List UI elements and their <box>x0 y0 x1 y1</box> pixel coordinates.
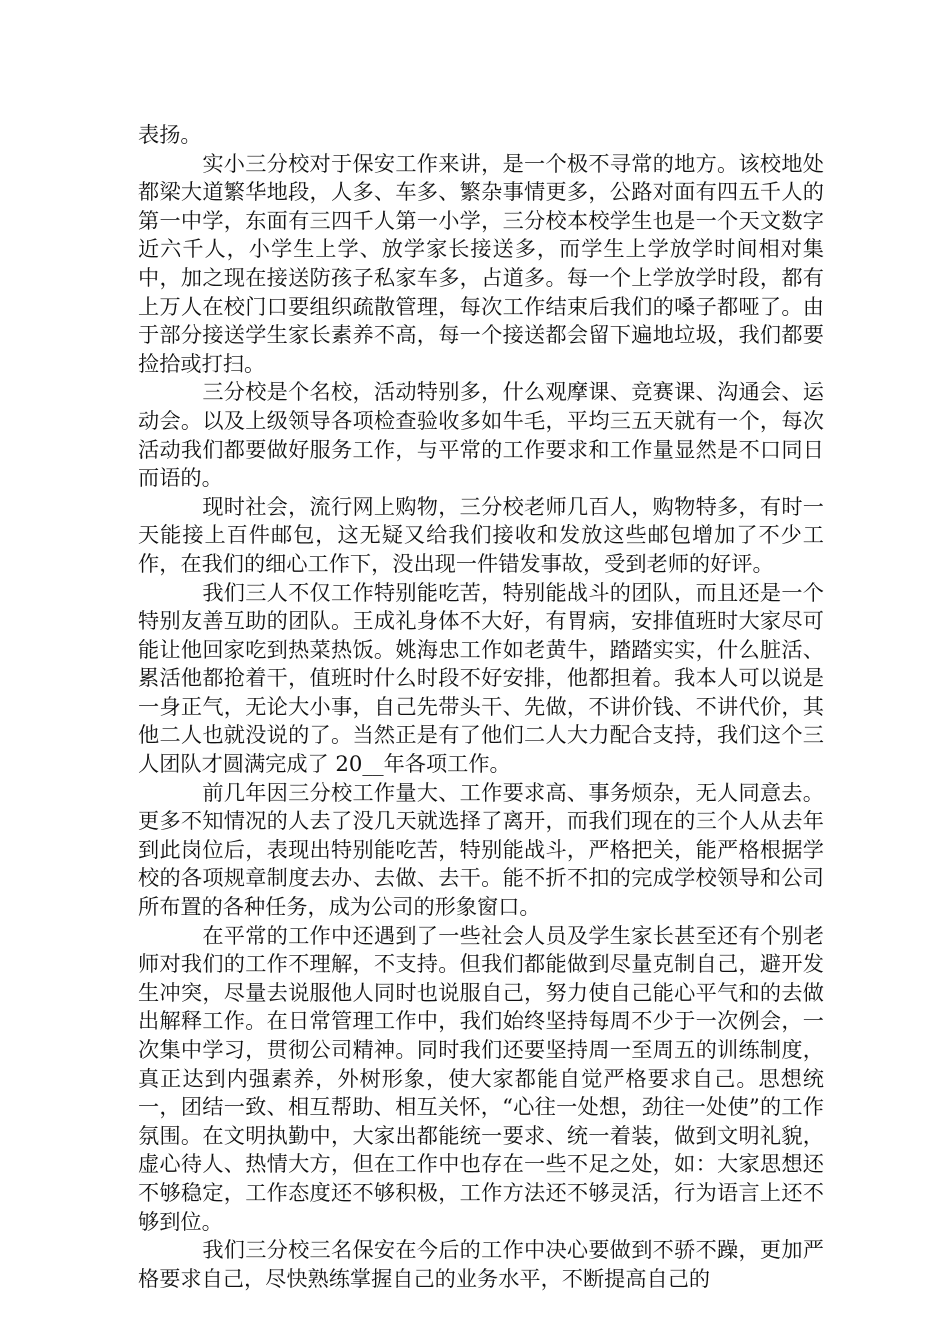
paragraph-7: 在平常的工作中还遇到了一些社会人员及学生家长甚至还有个别老师对我们的工作不理解，不支持。但我们都能做到尽量克制自己，避开发生冲突，尽量去说服他人同时也说服自己，努力使自己能心平气和的去做出解释工作。在日常管理工作中，我们始终坚持每周不少于一次例会，一次集中学习，贯彻公司精神。同时我们还要坚持周一至周五的训练制度，真正达到内强素养，外树形象，使大家都能自觉严格要求自己。思想统一，团结一致、相互帮助、相互关怀，“心往一处想，劲往一处使”的工作氛围。在文明执勤中，大家出都能统一要求、统一着装，做到文明礼貌，虚心待人、热情大方，但在工作中也存在一些不足之处，如：大家思想还不够稳定，工作态度还不够积极，工作方法还不够灵活，行为语言上还不够到位。 <box>138 922 824 1234</box>
paragraph-6: 前几年因三分校工作量大、工作要求高、事务烦杂，无人同意去。更多不知情况的人去了没几天就选择了离开，而我们现在的三个人从去年到此岗位后，表现出特别能吃苦，特别能战斗，严格把关，能严格根据学校的各项规章制度去办、去做、去干。能不折不扣的完成学校领导和公司所布置的各种任务，成为公司的形象窗口。 <box>138 779 824 920</box>
paragraph-4: 现时社会，流行网上购物，三分校老师几百人，购物特多，有时一天能接上百件邮包，这无疑又给我们接收和发放这些邮包增加了不少工作，在我们的细心工作下，没出现一件错发事故，受到老师的好评。 <box>138 493 824 576</box>
paragraph-2: 实小三分校对于保安工作来讲，是一个极不寻常的地方。该校地处都梁大道繁华地段，人多、车多、繁杂事情更多，公路对面有四五千人的第一中学，东面有三四千人第一小学，三分校本校学生也是一个天文数字近六千人，小学生上学、放学家长接送多，而学生上学放学时间相对集中，加之现在接送防孩子私家车多，占道多。每一个上学放学时段，都有上万人在校门口要组织疏散管理，每次工作结束后我们的嗓子都哑了。由于部分接送学生家长素养不高，每一个接送都会留下遍地垃圾，我们都要捡拾或打扫。 <box>138 150 824 376</box>
paragraph-8: 我们三分校三名保安在今后的工作中决心要做到不骄不躁，更加严格要求自己，尽快熟练掌握自己的业务水平，不断提高自己的 <box>138 1237 824 1291</box>
paragraph-5: 我们三人不仅工作特别能吃苦，特别能战斗的团队，而且还是一个特别友善互助的团队。王成礼身体不大好，有胃病，安排值班时大家尽可能让他回家吃到热菜热饭。姚海忠工作如老黄牛，踏踏实实，什么脏活、累活他都抢着干，值班时什么时段不好安排，他都担着。我本人可以说是一身正气，无论大小事，自己先带头干、先做，不讲价钱、不讲代价，其他二人也就没说的了。当然正是有了他们二人大力配合支持，我们这个三人团队才圆满完成了 20__年各项工作。 <box>138 579 824 777</box>
paragraph-1: 表扬。 <box>138 122 202 147</box>
paragraph-3: 三分校是个名校，活动特别多，什么观摩课、竞赛课、沟通会、运动会。以及上级领导各项检查验收多如牛毛，平均三五天就有一个，每次活动我们都要做好服务工作，与平常的工作要求和工作量显然是不口同日而语的。 <box>138 379 824 491</box>
document-body <box>138 121 824 1293</box>
